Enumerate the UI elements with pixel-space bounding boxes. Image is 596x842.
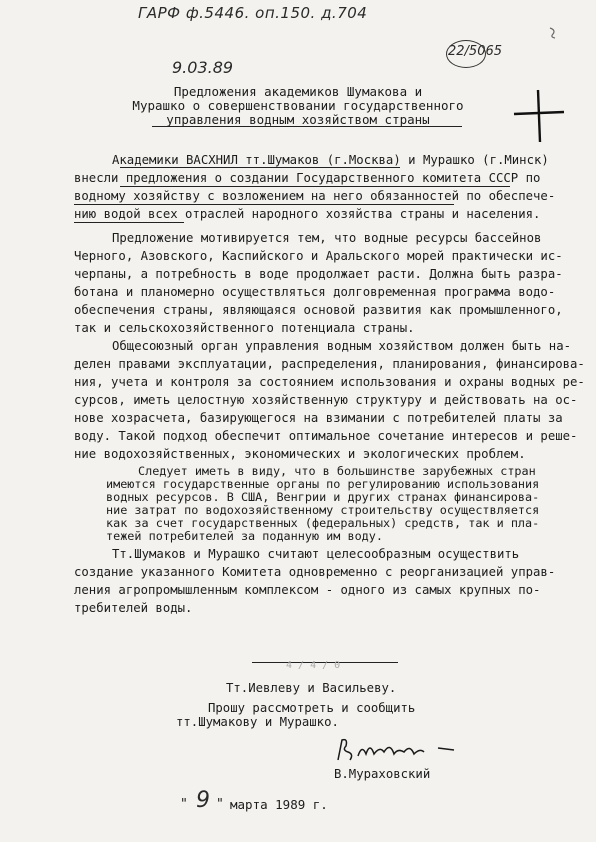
title-line: Предложения академиков Шумакова и <box>173 84 423 99</box>
text-line: нию водой всех отраслей народного хозяйства страны и населения. <box>74 207 541 221</box>
resolution-line: Прошу рассмотреть и сообщить <box>208 701 416 715</box>
text-line: ние водохозяйственных, экономических и экологических проблем. <box>74 447 526 461</box>
text-line: внесли предложения о создании Государственного комитета СССР по <box>74 171 541 185</box>
text-line: так и сельскохозяйственного потенциала страны. <box>74 321 415 335</box>
date-stamp: 9.03.89 <box>172 58 234 77</box>
text-line: делен правами эксплуатации, распределения, планирования, финансирова- <box>74 357 585 371</box>
title-line: Мурашко о совершенствовании государственного <box>132 98 464 113</box>
date-quote: " <box>180 797 188 812</box>
resolution-line: тт.Шумакову и Мурашко. <box>176 715 339 729</box>
text-line: ние затрат по водохозяйственному строительству осуществляется <box>106 503 540 517</box>
corner-mark-icon <box>548 26 558 40</box>
text-line: воду. Такой подход обеспечит оптимальное сочетание интересов и реше- <box>74 429 578 443</box>
text-line: создание указанного Комитета одновременно с реорганизацией управ- <box>74 565 556 579</box>
text-line: обеспечения страны, являющаяся основой развития как промышленного, <box>74 303 563 317</box>
text-line: сурсов, иметь целостную хозяйственную структуру и действовать на ос- <box>74 393 578 407</box>
signature-name: В.Мураховский <box>334 767 431 781</box>
date-day: 9 <box>196 788 210 813</box>
text-line: ботана и планомерно осуществляться долговременная программа водо- <box>74 285 556 299</box>
title-line: управления водным хозяйством страны <box>166 112 430 127</box>
archive-stamp: ГАРФ ф.5446. оп.150. д.704 <box>138 4 368 22</box>
text-line: как за счет государственных (федеральных) средств, так и пла- <box>106 516 540 530</box>
handwritten-underline <box>74 222 184 223</box>
date-text: марта 1989 г. <box>230 797 328 812</box>
text-line: Следует иметь в виду, что в большинстве зарубежных стран <box>138 464 536 478</box>
text-line: водному хозяйству с возложением на него обязанностей по обеспече- <box>74 189 556 203</box>
text-line: черпаны, а потребность в воде продолжает расти. Должна быть разра- <box>74 267 563 281</box>
handwritten-underline <box>120 167 400 168</box>
text-line: Общесоюзный орган управления водным хозяйством должен быть на- <box>112 339 572 353</box>
faint-marks: 4 / 4 / 0 <box>286 660 341 671</box>
text-line: ления агропромышленным комплексом - одного из самых крупных по- <box>74 583 541 597</box>
text-line: ния, учета и контроля за состоянием использования и охраны водных ре- <box>74 375 585 389</box>
text-line: Черного, Азовского, Каспийского и Аральского морей практически ис- <box>74 249 563 263</box>
signature-icon <box>334 736 464 766</box>
text-line: нове хозрасчета, базирующегося на взимании с потребителей платы за <box>74 411 563 425</box>
text-line: тежей потребителей за поданную им воду. <box>106 529 383 543</box>
resolution-addressee: Тт.Иевлеву и Васильеву. <box>226 681 397 695</box>
text-line: Предложение мотивируется тем, что водные ресурсы бассейнов <box>112 231 542 245</box>
handwritten-underline <box>74 204 454 205</box>
text-line: Тт.Шумаков и Мурашко считают целесообразным осуществить <box>112 547 520 561</box>
handwritten-underline <box>120 186 510 187</box>
text-line: Академики ВАСХНИЛ тт.Шумаков (г.Москва) и Мурашко (г.Минск) <box>112 153 549 167</box>
title-underline <box>152 126 462 127</box>
text-line: имеются государственные органы по регулированию использования <box>106 477 540 491</box>
date-quote: " <box>216 797 224 812</box>
text-line: водных ресурсов. В США, Венгрии и других странах финансирова- <box>106 490 540 504</box>
registration-number: 22/5065 <box>448 44 503 59</box>
text-line: требителей воды. <box>74 601 193 615</box>
